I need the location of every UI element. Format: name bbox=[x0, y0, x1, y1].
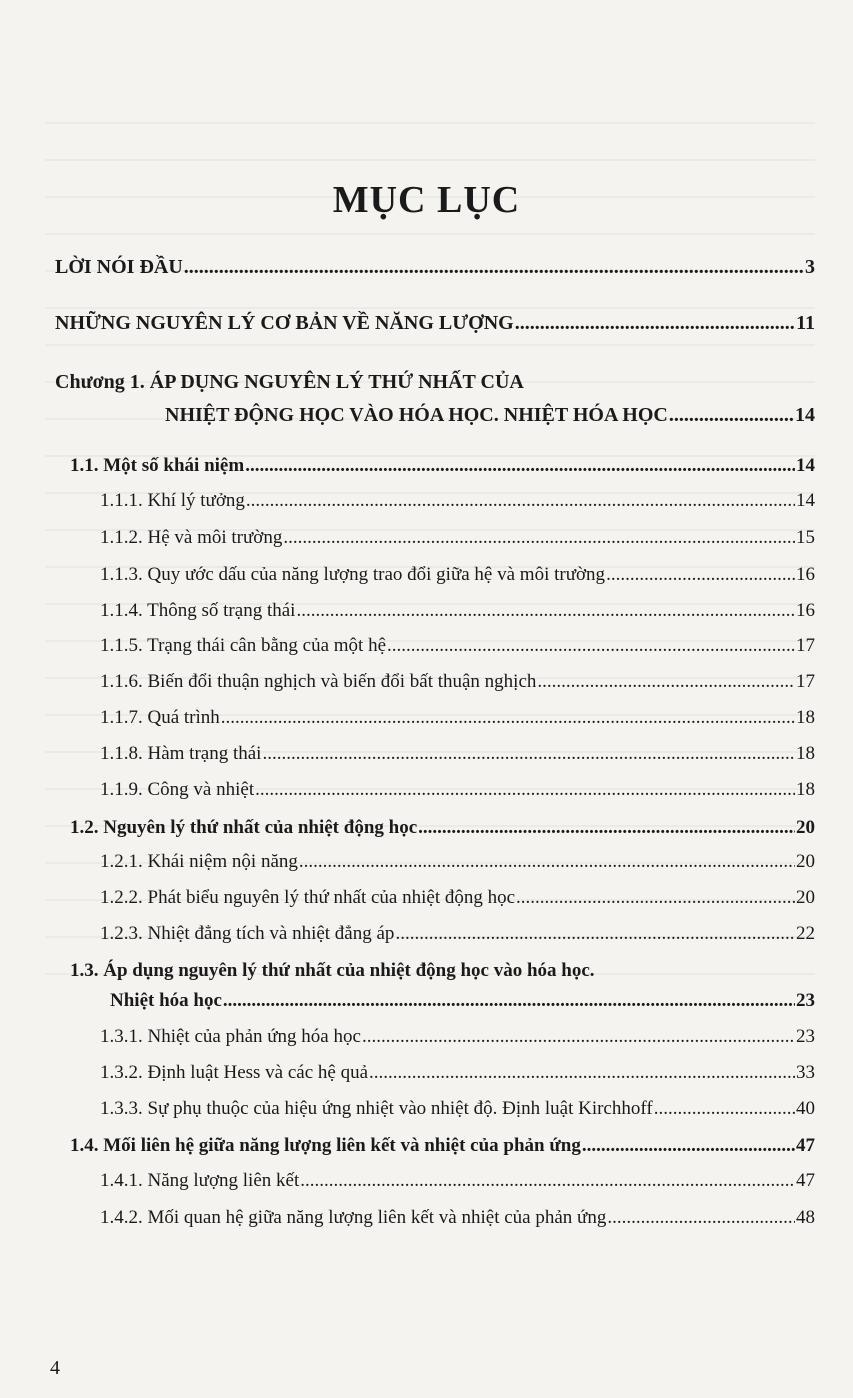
page-title: MỤC LỤC bbox=[332, 179, 521, 221]
dot-leader bbox=[654, 1096, 795, 1122]
toc-entry-label: 1.1.8. Hàm trạng thái bbox=[100, 743, 262, 764]
dot-leader bbox=[255, 777, 795, 803]
toc-entry-page: 14 bbox=[795, 404, 815, 426]
toc-entry-1-1-5[interactable] bbox=[100, 633, 815, 659]
toc-entry-1-1-7[interactable] bbox=[100, 705, 815, 731]
dot-leader bbox=[607, 1205, 795, 1231]
dot-leader bbox=[362, 1024, 795, 1050]
page-number: 4 bbox=[50, 1357, 60, 1379]
toc-entry-label: NHIỆT ĐỘNG HỌC VÀO HÓA HỌC. NHIỆT HÓA HỌC bbox=[165, 404, 668, 426]
toc-entry-page: 3 bbox=[805, 256, 815, 278]
toc-entry-page: 33 bbox=[796, 1062, 815, 1083]
toc-entry-label: 1.1.9. Công và nhiệt bbox=[100, 779, 255, 800]
toc-entry-page: 18 bbox=[796, 779, 815, 800]
toc-entry-1-4-2[interactable] bbox=[100, 1205, 815, 1231]
toc-entry-1-1[interactable] bbox=[70, 453, 815, 479]
dot-leader bbox=[418, 815, 795, 841]
toc-entry-1-4[interactable] bbox=[70, 1133, 815, 1159]
toc-entry-1-4-1[interactable] bbox=[100, 1168, 815, 1194]
dot-leader bbox=[537, 669, 795, 695]
toc-entry-page: 15 bbox=[796, 527, 815, 548]
dot-leader bbox=[387, 633, 795, 659]
dot-leader bbox=[246, 488, 795, 514]
toc-entry-page: 20 bbox=[796, 887, 815, 908]
toc-entry-label: 1.1.1. Khí lý tưởng bbox=[100, 490, 245, 511]
toc-entry-1-3[interactable] bbox=[110, 988, 815, 1014]
toc-entry-label: 1.4. Mối liên hệ giữa năng lượng liên kết và nhiệt của phản ứng bbox=[70, 1135, 581, 1156]
toc-entry-chapter-1[interactable] bbox=[165, 402, 815, 428]
toc-entry-1-1-4[interactable] bbox=[100, 598, 815, 624]
toc-entry-page: 18 bbox=[796, 707, 815, 728]
toc-entry-label: 1.1.6. Biến đổi thuận nghịch và biến đổi bất thuận nghịch bbox=[100, 671, 537, 692]
toc-entry-page: 48 bbox=[796, 1207, 815, 1228]
dot-leader bbox=[395, 921, 795, 947]
toc-entry-label: NHỮNG NGUYÊN LÝ CƠ BẢN VỀ NĂNG LƯỢNG bbox=[55, 312, 514, 334]
toc-entry-page: 17 bbox=[796, 635, 815, 656]
toc-entry-label: 1.3.2. Định luật Hess và các hệ quả bbox=[100, 1062, 369, 1083]
dot-leader bbox=[300, 1168, 795, 1194]
dot-leader bbox=[245, 453, 795, 479]
toc-entry-page: 11 bbox=[796, 312, 815, 334]
toc-entry-1-3-1[interactable] bbox=[100, 1024, 815, 1050]
toc-entry-label: 1.1.2. Hệ và môi trường bbox=[100, 527, 283, 548]
dot-leader bbox=[283, 525, 795, 551]
toc-entry-1-3-3[interactable] bbox=[100, 1096, 815, 1122]
toc-entry-1-1-2[interactable] bbox=[100, 525, 815, 551]
toc-entry-label: 1.1.3. Quy ước dấu của năng lượng trao đổi giữa hệ và môi trường bbox=[100, 564, 606, 585]
toc-entry-label: 1.4.2. Mối quan hệ giữa năng lượng liên kết và nhiệt của phản ứng bbox=[100, 1207, 607, 1228]
dot-leader bbox=[184, 254, 804, 280]
toc-entry-page: 14 bbox=[796, 455, 815, 476]
toc-entry-label: 1.4.1. Năng lượng liên kết bbox=[100, 1170, 300, 1191]
toc-entry-page: 20 bbox=[796, 817, 815, 838]
toc-entry-page: 17 bbox=[796, 671, 815, 692]
toc-entry-label: 1.1.4. Thông số trạng thái bbox=[100, 600, 296, 621]
dot-leader bbox=[582, 1133, 795, 1159]
toc-entry-page: 23 bbox=[796, 990, 815, 1011]
toc-entry-nguyen-ly[interactable] bbox=[55, 310, 815, 336]
dot-leader bbox=[221, 705, 795, 731]
toc-entry-label: 1.2.3. Nhiệt đẳng tích và nhiệt đẳng áp bbox=[100, 923, 395, 944]
toc-section-1-3-heading[interactable]: 1.3. Áp dụng nguyên lý thứ nhất của nhiệt động học vào hóa học. bbox=[70, 960, 595, 981]
toc-entry-1-1-8[interactable] bbox=[100, 741, 815, 767]
toc-entry-label: 1.2. Nguyên lý thứ nhất của nhiệt động học bbox=[70, 817, 418, 838]
toc-entry-1-2[interactable] bbox=[70, 815, 815, 841]
dot-leader bbox=[369, 1060, 795, 1086]
dot-leader bbox=[606, 562, 795, 588]
toc-chapter-1-heading[interactable]: Chương 1. ÁP DỤNG NGUYÊN LÝ THỨ NHẤT CỦA bbox=[55, 371, 524, 393]
dot-leader bbox=[299, 849, 795, 875]
toc-entry-page: 18 bbox=[796, 743, 815, 764]
toc-entry-1-1-3[interactable] bbox=[100, 562, 815, 588]
toc-entry-1-1-9[interactable] bbox=[100, 777, 815, 803]
toc-entry-label: 1.2.1. Khái niệm nội năng bbox=[100, 851, 298, 872]
dot-leader bbox=[669, 402, 794, 428]
dot-leader bbox=[296, 598, 795, 624]
toc-entry-page: 47 bbox=[796, 1135, 815, 1156]
toc-entry-1-2-3[interactable] bbox=[100, 921, 815, 947]
toc-entry-page: 22 bbox=[796, 923, 815, 944]
dot-leader bbox=[516, 885, 795, 911]
toc-entry-1-2-2[interactable] bbox=[100, 885, 815, 911]
toc-entry-page: 40 bbox=[796, 1098, 815, 1119]
toc-entry-page: 20 bbox=[796, 851, 815, 872]
toc-entry-page: 16 bbox=[796, 564, 815, 585]
toc-entry-1-1-1[interactable] bbox=[100, 488, 815, 514]
toc-entry-label: LỜI NÓI ĐẦU bbox=[55, 256, 183, 278]
toc-entry-page: 14 bbox=[796, 490, 815, 511]
toc-entry-label: 1.3.3. Sự phụ thuộc của hiệu ứng nhiệt vào nhiệt độ. Định luật Kirchhoff bbox=[100, 1098, 653, 1119]
toc-entry-1-1-6[interactable] bbox=[100, 669, 815, 695]
toc-entry-label: Nhiệt hóa học bbox=[110, 990, 222, 1011]
dot-leader bbox=[223, 988, 795, 1014]
dot-leader bbox=[262, 741, 795, 767]
toc-entry-page: 23 bbox=[796, 1026, 815, 1047]
toc-entry-1-2-1[interactable] bbox=[100, 849, 815, 875]
dot-leader bbox=[515, 310, 795, 336]
toc-entry-page: 16 bbox=[796, 600, 815, 621]
toc-entry-page: 47 bbox=[796, 1170, 815, 1191]
toc-entry-label: 1.3.1. Nhiệt của phản ứng hóa học bbox=[100, 1026, 361, 1047]
toc-entry-label: 1.1.7. Quá trình bbox=[100, 707, 220, 728]
toc-entry-label: 1.1.5. Trạng thái cân bằng của một hệ bbox=[100, 635, 387, 656]
toc-entry-label: 1.2.2. Phát biểu nguyên lý thứ nhất của nhiệt động học bbox=[100, 887, 516, 908]
toc-entry-loi-noi-dau[interactable] bbox=[55, 254, 815, 280]
toc-entry-1-3-2[interactable] bbox=[100, 1060, 815, 1086]
toc-entry-label: 1.1. Một số khái niệm bbox=[70, 455, 245, 476]
